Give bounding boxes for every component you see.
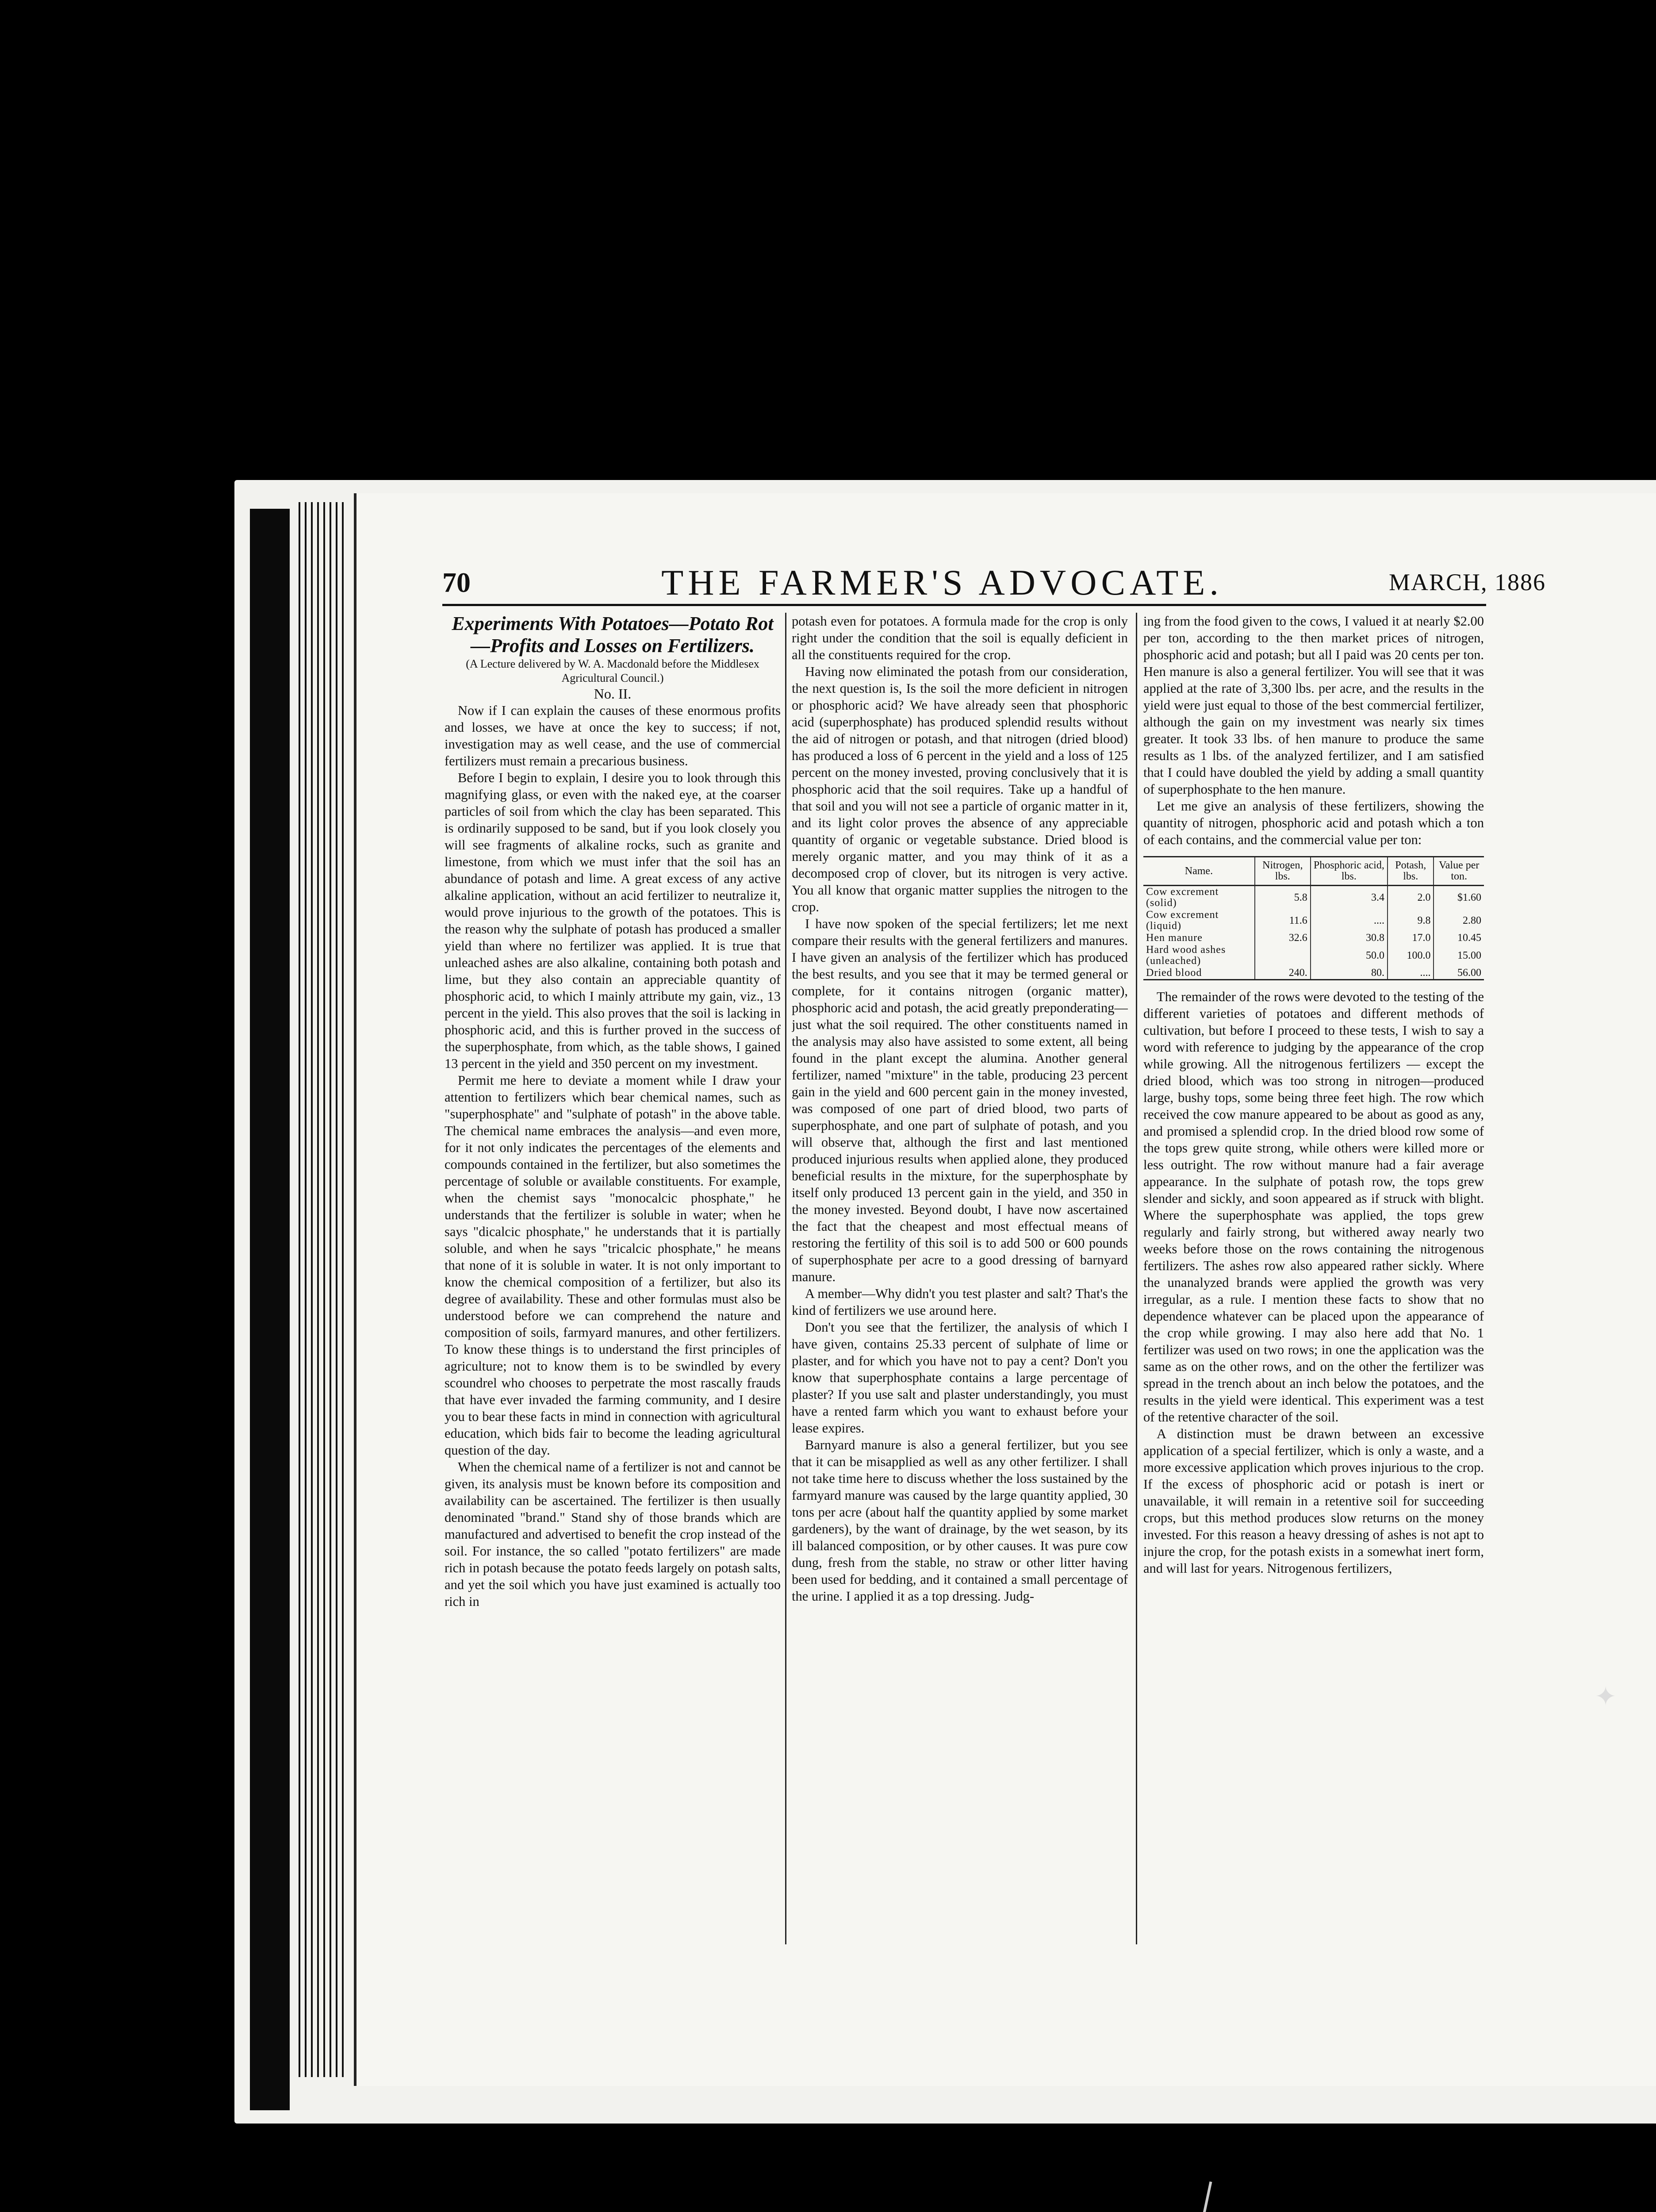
table-cell: 32.6 (1255, 932, 1311, 944)
table-cell: Dried blood (1143, 967, 1255, 980)
table-row (1143, 886, 1484, 910)
paragraph: I have now spoken of the special fertilizers; let me next compare their results with the general fertilizers and manures. I have given an analysis of the fertilizer which has produced the best results, and you see that it may be termed general or complete, for it contains nitrogen (organic matter), phosphoric acid and potash, the acid greatly preponderating—just what the soil required. The other constituents named in the analysis may also have assisted to some extent, all being found in the plant except the alumina. Another general fertilizer, named "mixture" in the table, producing 23 percent gain in the yield and 600 percent gain in the money invested, was composed of one part of dried blood, two parts of superphosphate, and one part of sulphate of potash, and you will observe that, although the first and last mentioned produced injurious results when applied alone, they produced beneficial results in the mixture, for the superphosphate by itself only produced 13 percent gain in the yield, and 350 in the money invested. Beyond doubt, I have now ascertained the fact that the cheapest and most effectual means of restoring the fertility of this soil is to add 500 or 600 pounds of superphosphate per acre to a good dressing of barnyard manure. (792, 916, 1128, 1284)
table-cell: 2.0 (1388, 886, 1434, 910)
page-number: 70 (442, 567, 471, 598)
paragraph: Before I begin to explain, I desire you to look through this magnifying glass, or even with the naked eye, at the coarser particles of soil from which the clay has been separated. This is ordinarily supposed to be sand, but if you look closely you will see fragments of alkaline rocks, such as granite and limestone, from which we must infer that the soil has an abundance of potash and lime. A great excess of any active alkaline application, without an acid fertilizer to neutralize it, would prove injurious to the growth of the potatoes. This is the reason why the sulphate of potash has produced a smaller yield than where no fertilizer was applied. It is true that unleached ashes are also alkaline, containing both potash and lime, but they also contain an appreciable quantity of phosphoric acid, to which I mainly attribute my gain, viz., 13 percent in the yield. This also proves that the soil is lacking in phosphoric acid, and this is further proved in the success of the superphosphate, from which, as the table shows, I gained 13 percent in the yield and 350 percent on my investment. (445, 770, 781, 1071)
table-cell: Hen manure (1146, 932, 1203, 944)
table-cell: 30.8 (1311, 932, 1388, 944)
table-cell: 10.45 (1434, 932, 1484, 944)
table-cell: 3.4 (1311, 886, 1388, 910)
paragraph: Permit me here to deviate a moment while I draw your attention to fertilizers which bear chemical names, such as "superphosphate" and "sulphate of potash" in the above table. The chemical name embraces the analysis—and even more, for it not only indicates the percentages of the elements and compounds contained in the fertilizer, but also sometimes the percentage of soluble or available constituents. For example, when the chemist says "monocalcic phosphate," he understands that the fertilizer is soluble in water; when he says "dicalcic phosphate," he understands that it is partially soluble, and when he says "tricalcic phosphate," he means that none of it is soluble in water. It is not only important to know the chemical composition of a fertilizer, but also its degree of availability. These and other formulas must also be understood before we can comprehend the nature and composition of soils, farmyard manures, and other fertilizers. To know these things is to understand the first principles of agriculture; not to know them is to be swindled by every scoundrel who chooses to perpetrate the most rascally frauds that have ever invaded the farming community, and I desire you to bear these facts in mind in connection with agricultural education, which bids fair to become the leading agricultural question of the day. (445, 1073, 781, 1458)
margin-mark: ✦ (1595, 1682, 1617, 1711)
masthead: THE FARMER'S ADVOCATE. (661, 562, 1223, 603)
paragraph: A distinction must be drawn between an excessive application of a special fertilizer, which is only a waste, and a more excessive application which proves injurious to the crop. If the excess of phosphoric acid or potash is inert or unavailable, it will remain in a retentive soil for succeeding crops, but this method produces slow returns on the money invested. For this reason a heavy dressing of ashes is not apt to injure the crop, for the potash exists in a somewhat inert form, and will last for years. Nitrogenous fertilizers, (1143, 1426, 1484, 1576)
binding-shadow (250, 509, 290, 2110)
column-header: Potash, lbs. (1388, 857, 1434, 886)
table-cell: 9.8 (1388, 909, 1434, 932)
table-cell: $1.60 (1434, 886, 1484, 910)
table-row (1143, 909, 1484, 932)
fertilizer-analysis-table (1143, 856, 1484, 980)
paragraph: A member—Why didn't you test plaster and salt? That's the kind of fertilizers we use around here. (792, 1286, 1128, 1318)
table-cell: 56.00 (1434, 967, 1484, 980)
table-cell (1255, 944, 1311, 967)
paragraph: Now if I can explain the causes of these enormous profits and losses, we have at once the key to success; if not, investigation may as well cease, and the use of commercial fertilizers must remain a precarious business. (445, 703, 781, 768)
article-title: Experiments With Potatoes—Potato Rot—Profits and Losses on Fertilizers. (452, 613, 774, 657)
table-row (1143, 944, 1484, 967)
header-rule (442, 604, 1486, 606)
table-cell: Cow excrement (solid) (1146, 886, 1219, 909)
paragraph: The remainder of the rows were devoted to the testing of the different varieties of potatoes and different methods of cultivation, but before I proceed to these tests, I wish to say a word with reference to judging by the appearance of the crop while growing. All the nitrogenous fertilizers — except the dried blood, which was too strong in nitrogen—produced large, bushy tops, some being three feet high. The row which received the cow manure appeared to be about as good as any, and promised a splendid crop. In the dried blood row some of the tops grew quite strong, while others were killed more or less outright. The row without manure had a fair average appearance. In the sulphate of potash row, the tops grew slender and sickly, and soon appeared as if struck with blight. Where the superphosphate was applied, the tops grew regularly and fairly strong, but withered away nearly two weeks before those on the rows containing the nitrogenous fertilizers. The ashes row also appeared rather sickly. Where the unanalyzed brands were applied the growth was very irregular, as a rule. I mention these facts to show that no dependence whatever can be placed upon the appearance of the crop while growing. I may also here add that No. 1 fertilizer was used on two rows; in one the application was the same as on the other rows, and on the other the fertilizer was spread in the trench about an inch below the potatoes, and the results in the yield were identical. This experiment was a test of the retentive character of the soil. (1143, 989, 1484, 1425)
table-cell: Cow excrement (liquid) (1146, 909, 1219, 932)
column-1 (445, 613, 781, 1953)
column-header: Nitrogen, lbs. (1255, 857, 1311, 886)
table-cell: 50.0 (1311, 944, 1388, 967)
table-cell: 240. (1255, 967, 1311, 980)
paragraph: Having now eliminated the potash from our consideration, the next question is, Is the soil the more deficient in nitrogen or phosphoric acid? We have already seen that phosphoric acid (superphosphate) has produced splendid results without the aid of nitrogen or potash, and that nitrogen (dried blood) has produced a loss of 6 percent in the yield and a loss of 125 percent on the money invested, proving conclusively that it is phosphoric acid that the soil requires. Take up a handful of that soil and you will not see a particle of organic matter in it, and its light color proves the absence of any appreciable quantity of organic or vegetable substance. Dried blood is merely organic matter, and you may think of it as a decomposed crop of clover, but its nitrogen is very active. You all know that organic matter supplies the nitrogen to the crop. (792, 664, 1128, 914)
paragraph: Barnyard manure is also a general fertilizer, but you see that it can be misapplied as well as any other fertilizer. I shall not take time here to discuss whether the loss sustained by the farmyard manure was caused by the large quantity applied, 30 tons per acre (about half the quantity applied by some market gardeners), by the want of drainage, by the wet season, by its ill balanced composition, or by other causes. It was pure cow dung, fresh from the stable, no straw or other litter having been used for bedding, and it contained a small percentage of the urine. I applied it as a top dressing. Judg- (792, 1437, 1128, 1604)
column-3 (1143, 613, 1484, 1953)
column-2 (792, 613, 1128, 1953)
column-divider (785, 613, 786, 1944)
paragraph: Let me give an analysis of these fertilizers, showing the quantity of nitrogen, phosphoric acid and potash which a ton of each contains, and the commercial value per ton: (1143, 799, 1484, 847)
article-byline: (A Lecture delivered by W. A. Macdonald before the Middlesex Agricultural Council.) (466, 657, 759, 684)
table-header-row (1143, 857, 1484, 886)
paragraph: When the chemical name of a fertilizer is not and cannot be given, its analysis must be known before its composition and availability can be ascertained. The fertilizer is then usually denominated "brand." Stand shy of those brands which are manufactured and advertised to benefit the crop instead of the soil. For instance, the so called "potato fertilizers" are made rich in potash because the potato feeds largely on potash salts, and yet the soil which you have just examined is actually too rich in (445, 1459, 781, 1609)
paragraph: ing from the food given to the cows, I valued it at nearly $2.00 per ton, according to the then market prices of nitrogen, phosphoric acid and potash; but all I paid was 20 cents per ton. Hen manure is also a general fertilizer. You will see that it was applied at the rate of 3,300 lbs. per acre, and the results in the yield were just equal to those of the best commercial fertilizer, although the gain on my investment was nearly six times greater. It took 33 lbs. of hen manure to produce the same results as 1 lbs. of the analyzed fertilizer, and I am satisfied that I could have doubled the yield by adding a small quantity of superphosphate to the hen manure. (1143, 614, 1484, 797)
column-header: Value per ton. (1434, 857, 1484, 886)
table-cell: 80. (1311, 967, 1388, 980)
paragraph: potash even for potatoes. A formula made for the crop is only right under the condition that the soil is equally deficient in all the constituents required for the crop. (792, 614, 1128, 662)
column-header: Phosphoric acid, lbs. (1311, 857, 1388, 886)
table-cell: 2.80 (1434, 909, 1484, 932)
table-cell: 17.0 (1388, 932, 1434, 944)
page-edges (294, 502, 347, 2077)
article-part: No. II. (594, 686, 632, 702)
pencil-mark (1197, 2181, 1212, 2212)
table-cell: .... (1311, 909, 1388, 932)
table-cell: 15.00 (1434, 944, 1484, 967)
table-row (1143, 932, 1484, 944)
table-cell: 11.6 (1255, 909, 1311, 932)
table-cell: .... (1388, 967, 1434, 980)
issue-date: MARCH, 1886 (1389, 569, 1546, 595)
paragraph: Don't you see that the fertilizer, the analysis of which I have given, contains 25.33 percent of sulphate of lime or plaster, and for which you have not to pay a cent? Don't you know that superphosphate contains a large percentage of plaster? If you use salt and plaster understandingly, you must have a rented farm which you want to exhaust before your lease expires. (792, 1320, 1128, 1436)
table-cell: 5.8 (1255, 886, 1311, 910)
table-row (1143, 967, 1484, 980)
column-header: Name. (1143, 857, 1255, 886)
column-divider (1136, 613, 1137, 1944)
table-cell: Hard wood ashes (unleached) (1146, 944, 1226, 967)
table-cell: 100.0 (1388, 944, 1434, 967)
